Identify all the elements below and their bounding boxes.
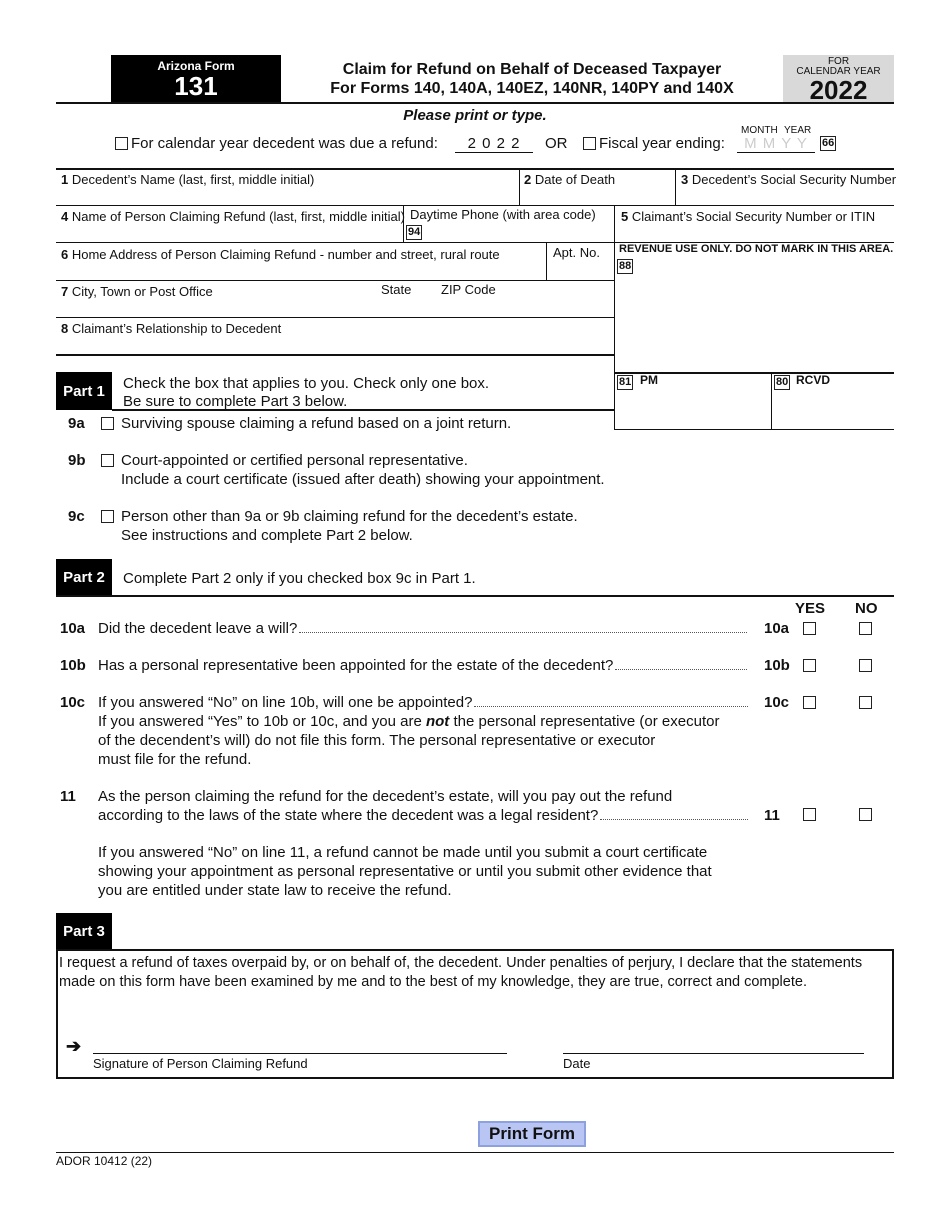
row-rule-4	[56, 317, 614, 318]
phone-label: Daytime Phone (with area code)	[410, 207, 596, 222]
tax-year: 2022	[809, 75, 868, 105]
line-9c-number: 9c	[68, 508, 85, 525]
leader-dots	[615, 669, 748, 670]
line-11-ref: 11	[764, 807, 780, 824]
field-5-number: 5	[621, 209, 629, 224]
leader-dots	[299, 632, 748, 633]
line-10c-ref: 10c	[764, 694, 790, 711]
field-7-label	[61, 284, 213, 299]
field-5-text: Claimant’s Social Security Number or ITIN	[631, 209, 876, 224]
field-4-text: Name of Person Claiming Refund (last, first, middle initial)	[71, 209, 405, 224]
line-10c-emphasis: not	[425, 713, 450, 730]
line-9b-text-2: Include a court certificate (issued after death) showing your appointment.	[121, 471, 605, 488]
code-94: 94	[408, 226, 421, 238]
field-2-number: 2	[524, 172, 532, 187]
col-rule-apt	[546, 242, 547, 280]
col-rule-revenue	[614, 205, 615, 430]
fields-top-rule	[56, 168, 894, 170]
line-11-text-1: As the person claiming the refund for the decedent’s estate, will you pay out the refund	[98, 788, 673, 805]
line-9b-text-1: Court-appointed or certified personal representative.	[121, 452, 468, 469]
title-line-1: Claim for Refund on Behalf of Deceased Taxpayer	[342, 61, 722, 78]
field-4-label	[61, 209, 405, 224]
year-block	[783, 55, 894, 105]
part-2-rule	[56, 595, 894, 597]
fiscal-year-text: Fiscal year ending:	[599, 135, 725, 152]
field-4-number: 4	[61, 209, 69, 224]
line-10b-text	[98, 656, 748, 675]
line-10b-no-checkbox[interactable]	[859, 659, 872, 672]
line-10b-yes-checkbox[interactable]	[803, 659, 816, 672]
calendar-year-text: For calendar year decedent was due a refund:	[131, 135, 438, 152]
field-3-number: 3	[681, 172, 689, 187]
line-11-no-checkbox[interactable]	[859, 808, 872, 821]
for-label: FOR	[827, 56, 850, 67]
form-number: 131	[174, 71, 218, 101]
line-11-text-2	[98, 806, 748, 825]
row-rule-5	[56, 354, 614, 356]
leader-dots	[600, 819, 748, 820]
line-10a-no-checkbox[interactable]	[859, 622, 872, 635]
form-code: ADOR 10412 (22)	[56, 1154, 153, 1168]
line-10c-text-1	[98, 693, 748, 712]
code-66: 66	[822, 137, 835, 149]
or-text: OR	[545, 135, 568, 152]
date-line[interactable]	[563, 1053, 864, 1054]
line-10c-number: 10c	[60, 694, 86, 711]
row-rule-3	[56, 280, 614, 281]
leader-dots	[474, 706, 748, 707]
arrow-icon: ➔	[66, 1036, 82, 1056]
line-9a-text: Surviving spouse claiming a refund based on a joint return.	[121, 415, 512, 432]
form-title	[282, 60, 782, 98]
year-label: YEAR	[784, 125, 812, 136]
calendar-year-checkbox[interactable]	[115, 137, 128, 150]
part-1-instruction-1: Check the box that applies to you. Check only one box.	[123, 375, 490, 392]
field-7-number: 7	[61, 284, 69, 299]
no-header: NO	[855, 600, 878, 617]
line-10c-question: If you answered “No” on line 10b, will one be appointed?	[98, 694, 473, 711]
revenue-col-rule	[771, 372, 772, 429]
line-10a-yes-checkbox[interactable]	[803, 622, 816, 635]
line-9c-text-2: See instructions and complete Part 2 below.	[121, 527, 413, 544]
fiscal-year-field[interactable]: M M Y Y	[737, 135, 815, 153]
line-10c-no-checkbox[interactable]	[859, 696, 872, 709]
line-10c-text-2c: the personal representative (or executor	[449, 713, 720, 730]
field-6-number: 6	[61, 247, 69, 262]
line-10a-text	[98, 619, 748, 638]
line-10c-yes-checkbox[interactable]	[803, 696, 816, 709]
field-1-number: 1	[61, 172, 69, 187]
part-1-rule	[112, 409, 614, 411]
form-number-block	[111, 55, 281, 102]
field-8-label	[61, 321, 281, 336]
line-10c-text-3: of the decendent’s will) do not file this form. The personal representative or executor	[98, 732, 656, 749]
line-11-number: 11	[60, 788, 76, 805]
field-8-text: Claimant’s Relationship to Decedent	[71, 321, 282, 336]
field-3-text: Decedent’s Social Security Number	[691, 172, 897, 187]
field-7-text: City, Town or Post Office	[71, 284, 213, 299]
form-label: Arizona Form	[157, 59, 235, 73]
zip-label: ZIP Code	[441, 282, 496, 297]
field-6-label	[61, 247, 500, 262]
line-11-question: according to the laws of the state where the decedent was a legal resident?	[98, 807, 599, 824]
line-9b-checkbox[interactable]	[101, 454, 114, 467]
field-5-label	[621, 209, 875, 224]
line-10a-ref: 10a	[764, 620, 790, 637]
code-80: 80	[776, 376, 789, 388]
title-line-2: For Forms 140, 140A, 140EZ, 140NR, 140PY and 140X	[330, 80, 734, 97]
line-10a-question: Did the decedent leave a will?	[98, 620, 298, 637]
line-9a-checkbox[interactable]	[101, 417, 114, 430]
col-rule-date	[519, 168, 520, 205]
calendar-year-label: CALENDAR YEAR	[796, 66, 881, 77]
line-10b-question: Has a personal representative been appointed for the estate of the decedent?	[98, 657, 614, 674]
line-10c-text-2a: If you answered “Yes” to 10b or 10c, and you are	[98, 713, 426, 730]
field-2-text: Date of Death	[534, 172, 616, 187]
revenue-use-note: REVENUE USE ONLY. DO NOT MARK IN THIS AREA.	[619, 243, 894, 255]
line-10b-number: 10b	[60, 657, 86, 674]
line-10b-ref: 10b	[764, 657, 790, 674]
code-81: 81	[619, 376, 632, 388]
state-label: State	[381, 282, 412, 297]
pm-label: PM	[640, 373, 658, 387]
revenue-rule-bottom	[614, 429, 894, 430]
line-9a-number: 9a	[68, 415, 85, 432]
part-2-instruction: Complete Part 2 only if you checked box 9c in Part 1.	[123, 570, 476, 587]
line-10c-text-2	[98, 712, 719, 731]
fiscal-year-checkbox[interactable]	[583, 137, 596, 150]
line-11-note-3: you are entitled under state law to receive the refund.	[98, 882, 452, 899]
field-2-label	[524, 172, 615, 187]
part-2-label: Part 2	[56, 559, 112, 595]
declaration-line-2: made on this form have been examined by me and to the best of my knowledge, they are true, correct and complete.	[59, 974, 807, 990]
part-1-label: Part 1	[56, 372, 112, 410]
row-rule-1	[56, 205, 894, 206]
field-1-label	[61, 172, 314, 187]
yes-header: YES	[795, 600, 826, 617]
footer-rule	[56, 1152, 894, 1153]
header-rule	[56, 102, 894, 104]
signature-line[interactable]	[93, 1053, 507, 1054]
field-3-label	[681, 172, 896, 187]
line-9c-checkbox[interactable]	[101, 510, 114, 523]
line-9c-text-1: Person other than 9a or 9b claiming refund for the decedent’s estate.	[121, 508, 578, 525]
line-11-note-1: If you answered “No” on line 11, a refund cannot be made until you submit a court certificate	[98, 844, 708, 861]
month-label: MONTH	[741, 125, 778, 136]
line-9b-number: 9b	[68, 452, 86, 469]
part-1-instruction-2: Be sure to complete Part 3 below.	[123, 393, 348, 410]
field-8-number: 8	[61, 321, 69, 336]
field-1-text: Decedent’s Name (last, first, middle initial)	[71, 172, 315, 187]
calendar-year-field[interactable]: 2 0 2 2	[455, 135, 533, 153]
line-11-note-2: showing your appointment as personal representative or until you submit other evidence that	[98, 863, 712, 880]
field-6-text: Home Address of Person Claiming Refund - number and street, rural route	[71, 247, 500, 262]
code-88: 88	[619, 260, 632, 272]
part-3-label: Part 3	[56, 913, 112, 949]
date-label: Date	[563, 1056, 591, 1071]
col-rule-ssn	[675, 168, 676, 205]
line-10c-text-4: must file for the refund.	[98, 751, 252, 768]
rcvd-label: RCVD	[796, 373, 831, 387]
line-11-yes-checkbox[interactable]	[803, 808, 816, 821]
print-form-button[interactable]: Print Form	[478, 1121, 586, 1147]
please-print-note: Please print or type.	[403, 107, 547, 124]
line-10a-number: 10a	[60, 620, 86, 637]
declaration-line-1: I request a refund of taxes overpaid by, or on behalf of, the decedent. Under penalties of perjury, I declare that the statements	[59, 955, 863, 971]
signature-label: Signature of Person Claiming Refund	[93, 1056, 308, 1071]
apt-label: Apt. No.	[553, 245, 600, 260]
